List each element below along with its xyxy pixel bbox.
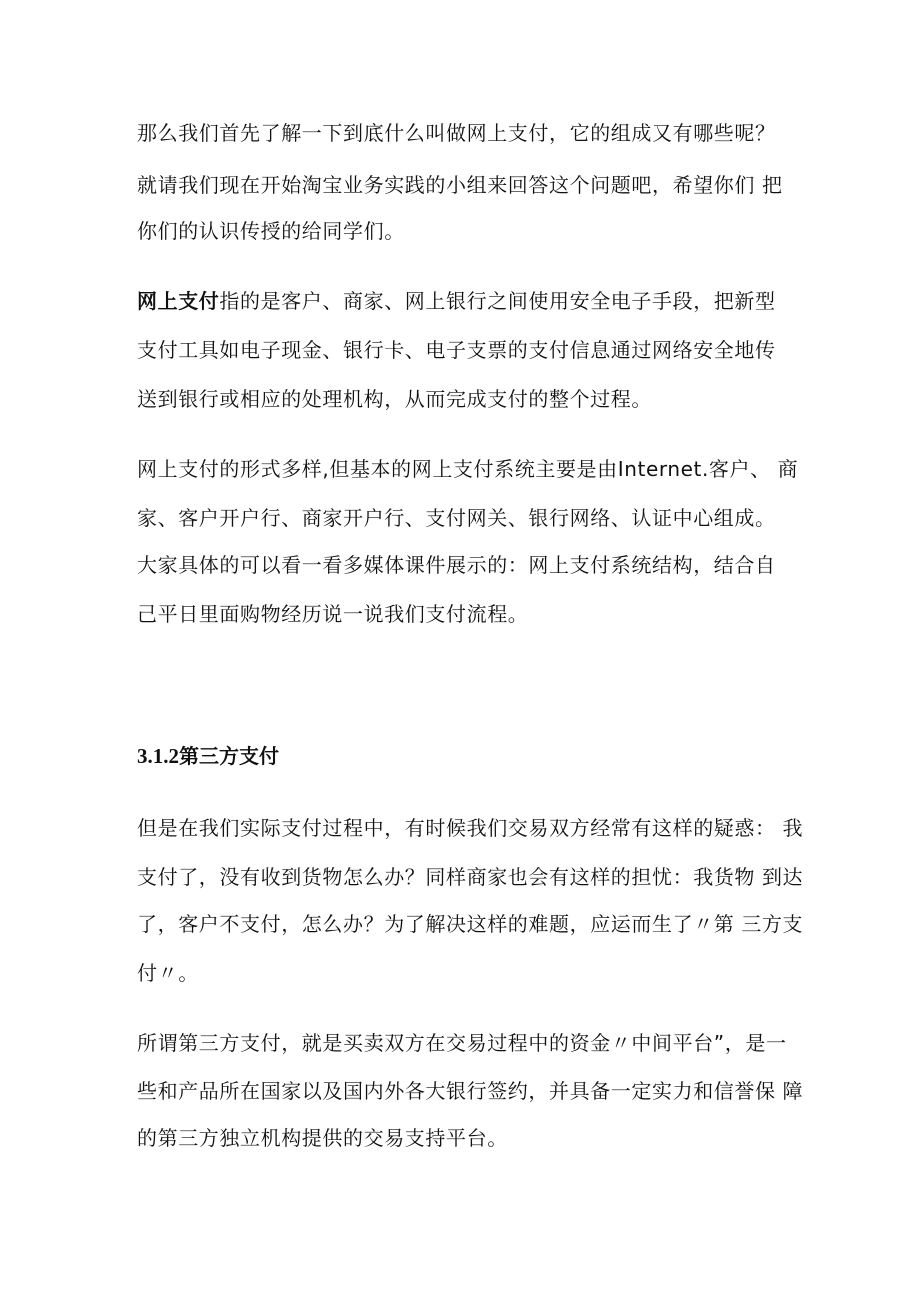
intro-line-3: 你们的认识传授的给同学们。 [137, 219, 405, 243]
intro-line-2: 就请我们现在开始淘宝业务实践的小组来回答这个问题吧，希望你们 把 [137, 173, 783, 197]
system-line-3: 大家具体的可以看一看多媒体课件展示的：网上支付系统结构，结合自 [137, 553, 776, 577]
section-number: 3.1.2 [137, 744, 179, 768]
third-party-line-3: 的第三方独立机构提供的交易支持平台。 [137, 1126, 508, 1150]
definition-line-2: 支付工具如电子现金、银行卡、电子支票的支付信息通过网络安全地传 [137, 338, 776, 362]
section-title: 第三方支付 [179, 744, 279, 768]
system-line-4: 己平日里面购物经历说一说我们支付流程。 [137, 602, 529, 626]
system-line-1: 网上支付的形式多样,但基本的网上支付系统主要是由Internet.客户、 商 [137, 457, 799, 481]
third-party-line-1: 所谓第三方支付，就是买卖双方在交易过程中的资金〃中间平台”，是一 [137, 1031, 787, 1055]
definition-line-1-rest: 指的是客户、商家、网上银行之间使用安全电子手段，把新型 [219, 289, 776, 313]
definition-term: 网上支付 [137, 289, 220, 313]
definition-line-3: 送到银行或相应的处理机构，从而完成支付的整个过程。 [137, 387, 652, 411]
third-party-line-2: 些和产品所在国家以及国内外各大银行签约，并具备一定实力和信誉保 障 [137, 1079, 804, 1103]
problem-line-4: 付〃。 [137, 961, 199, 985]
problem-line-3: 了，客户不支付，怎么办？为了解决这样的难题，应运而生了〃第 三方支 [137, 912, 804, 936]
intro-line-1: 那么我们首先了解一下到底什么叫做网上支付，它的组成又有哪些呢？ [137, 121, 776, 145]
definition-line-1 [137, 287, 776, 315]
section-heading [137, 742, 279, 770]
system-line-2: 家、客户开户行、商家开户行、支付网关、银行网络、认证中心组成。 [137, 506, 776, 530]
problem-line-1: 但是在我们实际支付过程中，有时候我们交易双方经常有这样的疑惑： 我 [137, 816, 804, 840]
problem-line-2: 支付了，没有收到货物怎么办？同样商家也会有这样的担忧：我货物 到达 [137, 865, 804, 889]
